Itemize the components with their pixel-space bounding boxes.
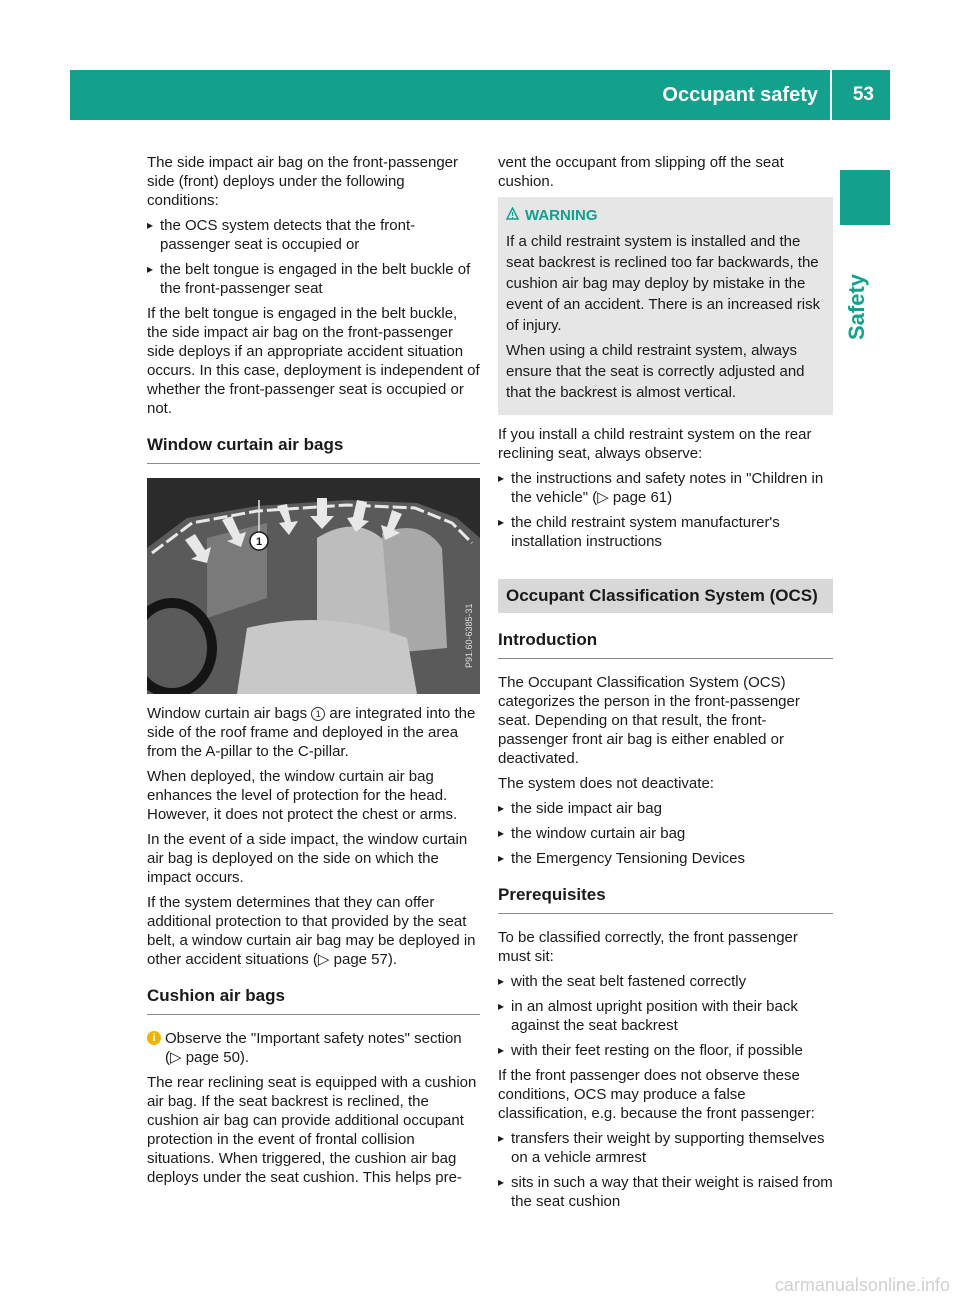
callout-number: 1 <box>255 536 263 548</box>
list-item: ▸ sits in such a way that their weight is raised from the seat cushion <box>498 1173 833 1211</box>
warning-title <box>506 206 827 225</box>
paragraph: vent the occupant from slipping off the seat cushion. <box>498 154 784 190</box>
list-item: ▸ in an almost upright position with their back against the seat backrest <box>498 997 833 1035</box>
figure-code: P91.60-6385-31 <box>464 603 474 668</box>
section-heading: Cushion air bags <box>147 986 480 1015</box>
warning-label: WARNING <box>525 207 598 224</box>
warning-icon <box>506 207 519 220</box>
list-item: ▸ the child restraint system manufacturer's installation instructions <box>498 513 833 551</box>
warning-box <box>498 197 833 415</box>
info-note <box>147 1029 480 1067</box>
section-heading: Prerequisites <box>498 885 833 914</box>
info-text: Observe the "Important safety notes" section (▷ page 50). <box>165 1030 462 1066</box>
paragraph: In the event of a side impact, the window curtain air bag is deployed on the side on which the impact occurs. <box>147 831 468 886</box>
side-tab-block <box>840 170 890 225</box>
paragraph: The system does not deactivate: <box>498 775 714 792</box>
paragraph: To be classified correctly, the front passenger must sit: <box>498 929 798 965</box>
list-item: ▸ the side impact air bag <box>498 799 833 818</box>
header-bar <box>70 70 890 120</box>
info-icon: i <box>147 1031 161 1045</box>
paragraph <box>147 704 480 761</box>
paragraph: If you install a child restraint system on the rear reclining seat, always observe: <box>498 426 812 462</box>
list-item: ▸ with the seat belt fastened correctly <box>498 972 833 991</box>
list-item: ▸ the Emergency Tensioning Devices <box>498 849 833 868</box>
callout-marker-inline: 1 <box>311 707 325 721</box>
header-divider <box>830 70 832 120</box>
right-column <box>498 153 833 1217</box>
paragraph: The rear reclining seat is equipped with a cushion air bag. If the seat backrest is reclined, the cushion air bag can provide additional occupant protection in the event of frontal collision situations. When triggered, the cushion air bag deploys under the seat cushion. This helps pre- <box>147 1074 477 1186</box>
paragraph: If the front passenger does not observe these conditions, OCS may produce a false classification, e.g. because the front passenger: <box>498 1067 815 1122</box>
list-item: ▸ the window curtain air bag <box>498 824 833 843</box>
window-curtain-airbag-figure <box>147 478 480 694</box>
paragraph: The Occupant Classification System (OCS) categorizes the person in the front-passenger seat. Depending on that result, the front-passenger front air bag is either enabled or deactivated. <box>498 674 800 767</box>
list-item: ▸ the OCS system detects that the front-passenger seat is occupied or <box>147 216 480 254</box>
text-span: are integrated into the side of the roof frame and deployed in the area from the A-pillar to the C-pillar. <box>147 705 476 760</box>
paragraph: The side impact air bag on the front-passenger side (front) deploys under the following conditions: <box>147 154 459 209</box>
paragraph: If the system determines that they can offer additional protection to that provided by the seat belt, a window curtain air bag may be deployed in other accident situations (▷ page 57). <box>147 894 476 968</box>
car-interior-illustration <box>147 478 480 694</box>
text-span: Window curtain air bags <box>147 705 312 722</box>
left-column <box>147 153 480 1193</box>
paragraph: If the belt tongue is engaged in the belt buckle, the side impact air bag on the front-passenger side deploys if an appropriate accident situation occurs. In this case, deployment is independent of whether the front-passenger seat is occupied or not. <box>147 305 480 417</box>
list-item: ▸ the belt tongue is engaged in the belt buckle of the front-passenger seat <box>147 260 480 298</box>
section-title-box: Occupant Classification System (OCS) <box>498 579 833 613</box>
paragraph: When deployed, the window curtain air bag enhances the level of protection for the head. However, it does not protect the chest or arms. <box>147 768 458 823</box>
list-item: ▸ the instructions and safety notes in "Children in the vehicle" (▷ page 61) <box>498 469 833 507</box>
list-item: ▸ transfers their weight by supporting themselves on a vehicle armrest <box>498 1129 833 1167</box>
section-heading: Window curtain air bags <box>147 435 480 464</box>
warning-text: When using a child restraint system, always ensure that the seat is correctly adjusted and that the backrest is almost vertical. <box>506 342 805 401</box>
section-heading: Introduction <box>498 630 833 659</box>
watermark: carmanualsonline.info <box>774 1275 950 1295</box>
list-item: ▸ with their feet resting on the floor, if possible <box>498 1041 833 1060</box>
page-number: 53 <box>852 84 874 105</box>
side-tab-label: Safety <box>844 273 869 340</box>
header-title: Occupant safety <box>662 84 818 106</box>
warning-text: If a child restraint system is installed and the seat backrest is reclined too far backwards, the cushion air bag may deploy by mistake in the event of an accident. There is an increased risk of injury. <box>506 233 821 334</box>
